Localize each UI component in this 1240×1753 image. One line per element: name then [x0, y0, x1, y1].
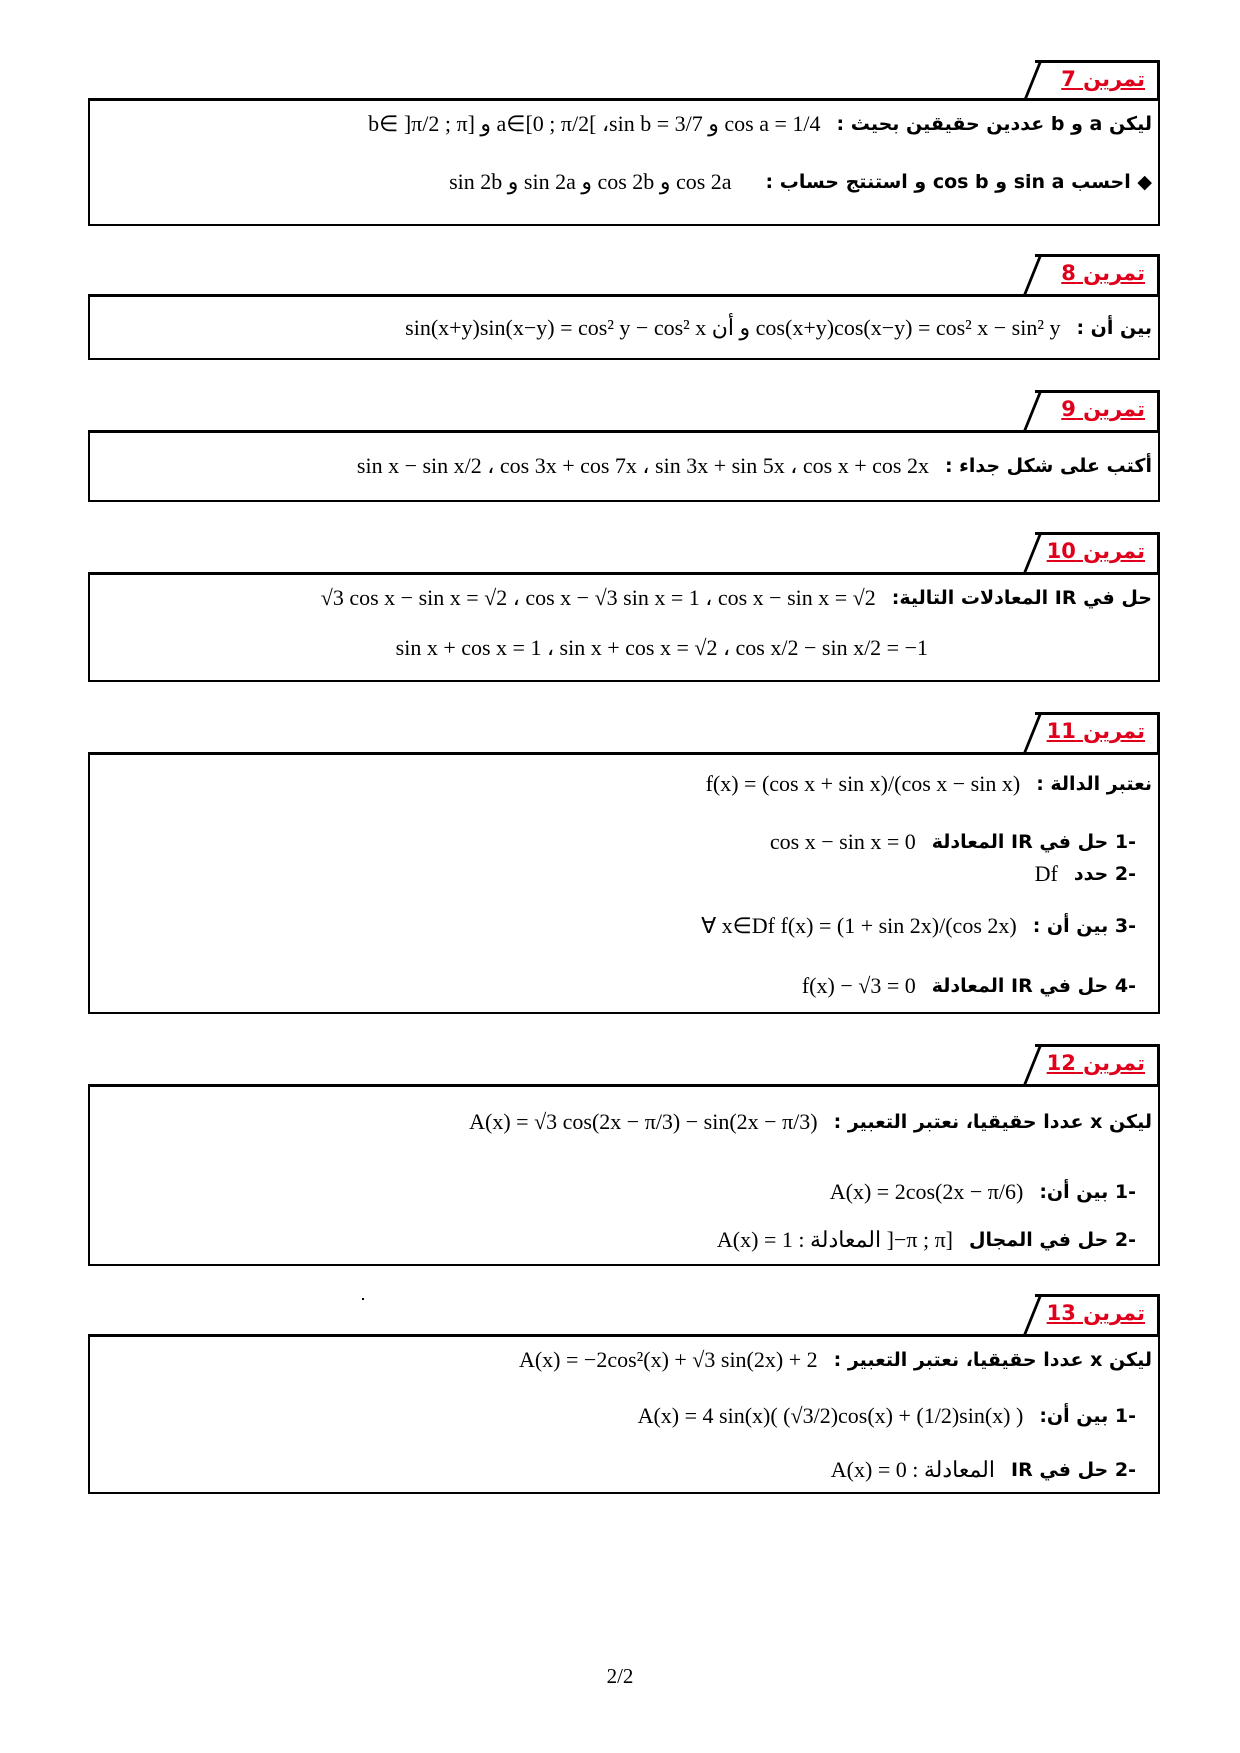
exercise-9-tab — [1035, 390, 1160, 430]
statement-text: بين أن : — [1076, 317, 1152, 339]
statement-text: -2 حدد — [1073, 863, 1136, 885]
math-expression: ∀ x∈Df f(x) = (1 + sin 2x)/(cos 2x) — [701, 913, 1017, 938]
statement-text: ليكن x عددا حقيقيا، نعتبر التعبير : — [833, 1349, 1152, 1371]
exercise-11 — [88, 712, 1160, 1014]
math-expression: A(x) = −2cos²(x) + √3 sin(2x) + 2 — [518, 1347, 818, 1372]
exercise-title: تمرين 12 — [1046, 1051, 1145, 1075]
exercise-13-tab — [1035, 1294, 1160, 1334]
exercise-8-box — [88, 294, 1160, 360]
math-expression: sin 2b و sin 2a و cos 2b و cos 2a — [449, 169, 732, 194]
page-number: 2/2 — [606, 1664, 634, 1688]
exercise-13-box — [88, 1334, 1160, 1494]
exercise-12-tab — [1035, 1044, 1160, 1084]
math-expression: f(x) = (cos x + sin x)/(cos x − sin x) — [705, 771, 1021, 796]
math-expression: A(x) = 0 : المعادلة — [830, 1457, 995, 1482]
math-expression: A(x) = 2cos(2x − π/6) — [829, 1179, 1024, 1204]
exercise-8 — [88, 254, 1160, 360]
statement-text: نعتبر الدالة : — [1036, 773, 1152, 795]
math-expression: sin(x+y)sin(x−y) = cos² y − cos² x و أن cos(x+y)cos(x−y) = cos² x − sin² y — [405, 315, 1061, 340]
math-expression: A(x) = √3 cos(2x − π/3) − sin(2x − π/3) — [469, 1109, 818, 1134]
statement-text: أكتب على شكل جداء : — [944, 455, 1152, 477]
math-expression: b∈ ]π/2 ; π] و a∈[0 ; π/2[ ،sin b = 3/7 و cos a = 1/4 — [368, 111, 821, 136]
exercise-title: تمرين 11 — [1046, 719, 1145, 743]
math-expression: f(x) − √3 = 0 — [801, 973, 916, 998]
exercise-10-tab — [1035, 532, 1160, 572]
statement-text: -1 بين أن: — [1039, 1181, 1136, 1203]
exercise-title: تمرين 10 — [1046, 539, 1145, 563]
statement-text: ليكن x عددا حقيقيا، نعتبر التعبير : — [833, 1111, 1152, 1133]
math-expression: A(x) = 1 : المعادلة ]−π ; π] — [716, 1227, 954, 1252]
math-expression: √3 cos x − sin x = √2 ، cos x − √3 sin x = 1 ، cos x − sin x = √2 — [320, 585, 876, 610]
exercise-13 — [88, 1294, 1160, 1494]
statement-text: -1 بين أن: — [1039, 1405, 1136, 1427]
exercise-title: تمرين 13 — [1046, 1301, 1145, 1325]
exercise-7-box — [88, 98, 1160, 226]
exercise-12-box — [88, 1084, 1160, 1266]
exercise-11-box — [88, 752, 1160, 1014]
exercise-12 — [88, 1044, 1160, 1266]
exercise-9-box — [88, 430, 1160, 502]
statement-text: -2 حل في IR — [1011, 1459, 1136, 1481]
statement-text: حل في IR المعادلات التالية: — [891, 587, 1152, 609]
statement-text: ليكن a و b عددين حقيقين بحيث : — [836, 113, 1152, 135]
math-expression: sin x + cos x = 1 ، sin x + cos x = √2 ، cos x/2 − sin x/2 = −1 — [395, 635, 928, 660]
statement-text: -3 بين أن : — [1032, 915, 1136, 937]
statement-text: -1 حل في IR المعادلة — [931, 831, 1136, 853]
statement-text: ◆ احسب sin a و cos b و استنتج حساب : — [765, 171, 1152, 193]
exercise-title: تمرين 9 — [1061, 397, 1145, 421]
exercise-11-tab — [1035, 712, 1160, 752]
exercise-7-tab — [1035, 60, 1160, 100]
exercise-10-box — [88, 572, 1160, 682]
exercise-10 — [88, 532, 1160, 682]
math-expression: A(x) = 4 sin(x)( (√3/2)cos(x) + (1/2)sin(x) ) — [637, 1403, 1024, 1428]
exercise-title: تمرين 7 — [1061, 67, 1145, 91]
math-expression: cos x − sin x = 0 — [769, 829, 916, 854]
exercise-7 — [88, 60, 1160, 226]
exercise-title: تمرين 8 — [1061, 261, 1145, 285]
statement-text: -4 حل في IR المعادلة — [931, 975, 1136, 997]
math-expression: Df — [1034, 861, 1058, 886]
statement-text: -2 حل في المجال — [969, 1229, 1136, 1251]
exercise-9 — [88, 390, 1160, 502]
exercise-8-tab — [1035, 254, 1160, 294]
math-expression: sin x − sin x/2 ، cos 3x + cos 7x ، sin 3x + sin 5x ، cos x + cos 2x — [356, 453, 929, 478]
